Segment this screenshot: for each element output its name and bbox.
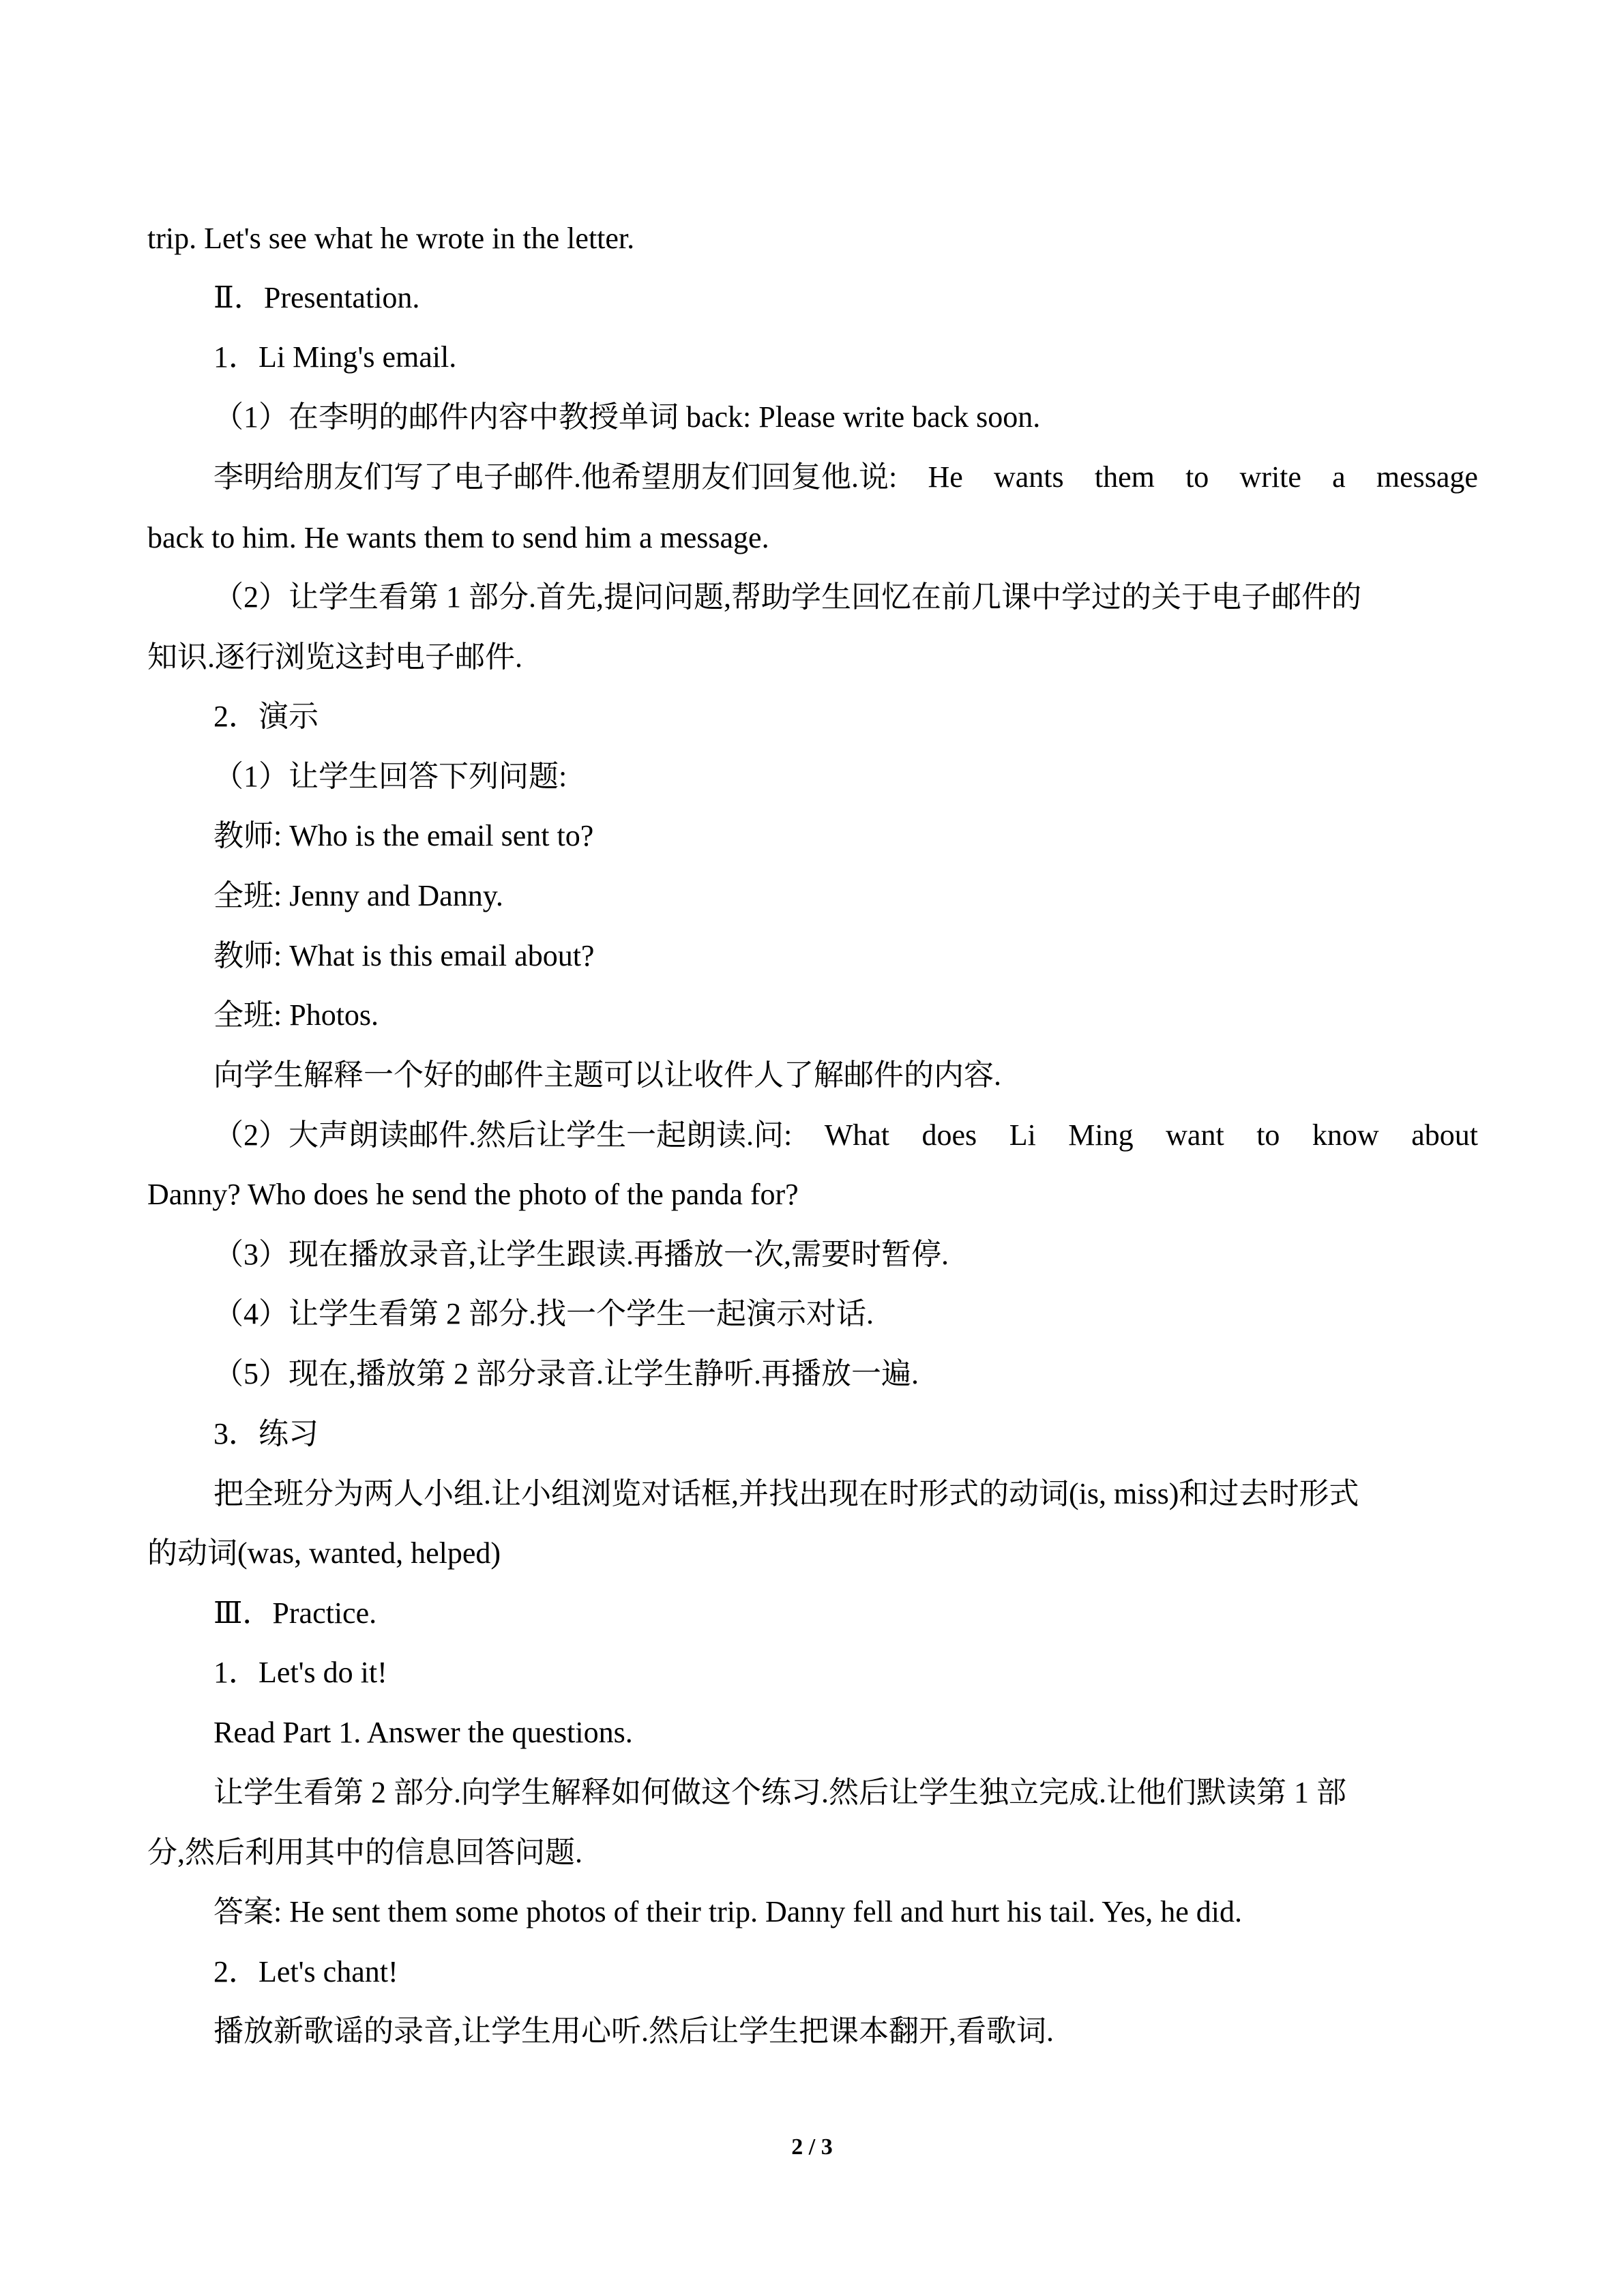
paragraph-line: back to him. He wants them to send him a message. [147,521,769,554]
paragraph-line: （1）让学生回答下列问题: [213,760,567,793]
word: He [928,460,963,494]
word: What [824,1118,890,1152]
word: Li [1009,1118,1036,1152]
paragraph-line: Read Part 1. Answer the questions. [213,1716,633,1749]
subheading: 3．练习 [213,1417,319,1450]
dialogue-line: 全班: Jenny and Danny. [213,879,503,912]
word: to [1185,460,1209,494]
paragraph-line: trip. Let's see what he wrote in the letter. [147,222,635,255]
paragraph-line: 让学生看第 2 部分.向学生解释如何做这个练习.然后让学生独立完成.让他们默读第 1 部 [213,1776,1346,1809]
text-segment: （2）大声朗读邮件.然后让学生一起朗读.问: [213,1118,793,1152]
paragraph-line: （4）让学生看第 2 部分.找一个学生一起演示对话. [213,1297,874,1330]
paragraph-line [213,1115,1478,1156]
subheading: 2．演示 [213,700,319,733]
paragraph-line: 向学生解释一个好的邮件主题可以让收件人了解邮件的内容. [213,1058,1001,1092]
word: about [1411,1118,1478,1152]
dialogue-line: 教师: What is this email about? [213,939,595,972]
word: wants [993,460,1064,494]
paragraph-line: 把全班分为两人小组.让小组浏览对话框,并找出现在时形式的动词(is, miss)和过去时形式 [213,1477,1359,1510]
paragraph-line: Danny? Who does he send the photo of the panda for? [147,1178,799,1211]
word: message [1376,460,1478,494]
word: know [1312,1118,1379,1152]
subheading: 1．Li Ming's email. [213,340,457,374]
paragraph-line: 的动词(was, wanted, helped) [147,1536,501,1570]
word: to [1256,1118,1280,1152]
subheading: 2．Let's chant! [213,1955,398,1988]
subheading: 1．Let's do it! [213,1656,387,1689]
word: Ming [1068,1118,1134,1152]
section-heading: Ⅲ．Practice. [213,1596,377,1630]
word: write [1239,460,1301,494]
page-number: 2 / 3 [791,2134,833,2160]
word: want [1166,1118,1224,1152]
dialogue-line: 全班: Photos. [213,998,379,1032]
paragraph-line: （1）在李明的邮件内容中教授单词 back: Please write back soon. [213,400,1041,434]
paragraph-line [213,457,1478,498]
paragraph-line: 播放新歌谣的录音,让学生用心听.然后让学生把课本翻开,看歌词. [213,2014,1054,2048]
word: them [1094,460,1155,494]
paragraph-line: （2）让学生看第 1 部分.首先,提问问题,帮助学生回忆在前几课中学过的关于电子邮件的 [213,580,1361,614]
word: a [1332,460,1346,494]
dialogue-line: 教师: Who is the email sent to? [213,819,594,852]
paragraph-line: （3）现在播放录音,让学生跟读.再播放一次,需要时暂停. [213,1238,949,1271]
word: does [921,1118,977,1152]
paragraph-line: 分,然后利用其中的信息回答问题. [147,1836,582,1869]
paragraph-line: 知识.逐行浏览这封电子邮件. [147,640,522,674]
paragraph-line: （5）现在,播放第 2 部分录音.让学生静听.再播放一遍. [213,1357,919,1390]
answer-line: 答案: He sent them some photos of their trip. Danny fell and hurt his tail. Yes, he did. [213,1895,1243,1928]
section-heading: Ⅱ．Presentation. [213,281,420,314]
text-segment: 李明给朋友们写了电子邮件.他希望朋友们回复他.说: [213,460,898,494]
